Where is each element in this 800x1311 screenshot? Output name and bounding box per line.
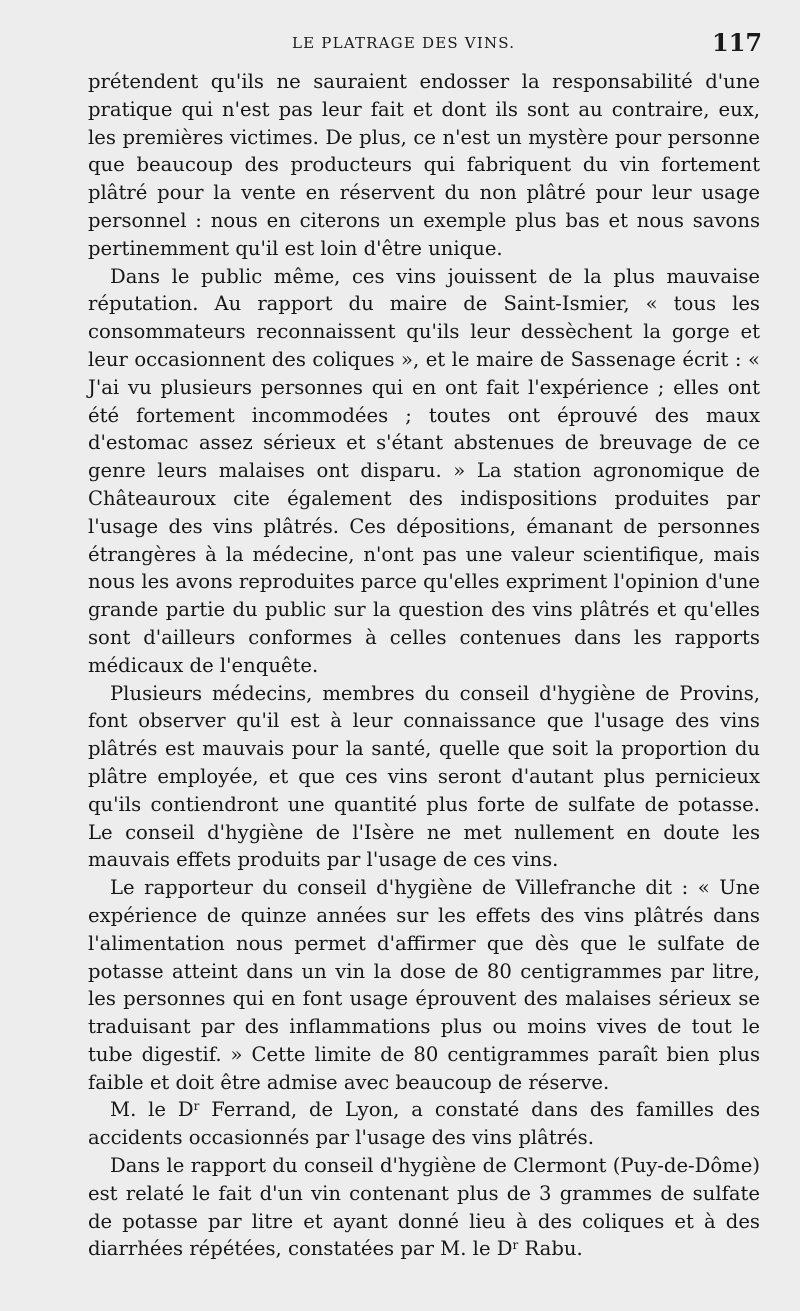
paragraph-ferrand bbox=[88, 1096, 760, 1152]
paragraph-clermont-lead: Dans le rapport du conseil d'hygiène de Clermont (Puy-de-Dôme) est relaté le fait d'un vin contenant plus de 3 grammes de sulfate de potasse par litre et ayant donné lieu à des coliques et à des diarrhées répétées, constatées par M. le D bbox=[88, 1154, 760, 1261]
running-title: LE PLATRAGE DES VINS. bbox=[292, 34, 516, 52]
paragraph-provins-physicians: Plusieurs médecins, membres du conseil d'hygiène de Provins, font observer qu'il est à leur connaissance que l'usage des vins plâtrés est mauvais pour la santé, quelle que soit la proportion du plâtre employée, et que ces vins seront d'autant plus pernicieux qu'ils contiendront une quantité plus forte de sulfate de potasse. Le conseil d'hygiène de l'Isère ne met nullement en doute les mauvais effets produits par l'usage de ces vins. bbox=[88, 681, 760, 872]
doctor-abbrev-superscript: r bbox=[193, 1099, 200, 1114]
paragraph-continuation: prétendent qu'ils ne sauraient endosser la responsabilité d'une pratique qui n'est pas leur fait et dont ils sont au contraire, eux, les premières victimes. De plus, ce n'est un mystère pour personne que beaucoup des producteurs qui fabriquent du vin fortement plâtré pour la vente en réservent du non plâtré pour leur usage personnel : nous en citerons un exemple plus bas et nous savons pertinemment qu'il est loin d'être unique. bbox=[88, 70, 760, 260]
paragraph-ferrand-rest: Ferrand, de Lyon, a constaté dans des familles des accidents occasionnés par l'usage des vins plâtrés. bbox=[88, 1098, 760, 1150]
paragraph-clermont-report bbox=[88, 1152, 760, 1263]
paragraph-public-opinion: Dans le public même, ces vins jouissent de la plus mauvaise réputation. Au rapport du maire de Saint-Ismier, « tous les consommateurs reconnaissent qu'ils leur dessèchent la gorge et leur occasionnent des coliques », et le maire de Sassenage écrit : « J'ai vu plusieurs personnes qui en ont fait l'expérience ; elles ont été fortement incommodées ; toutes ont éprouvé des maux d'estomac assez sérieux et s'étant abstenues de breuvage de ce genre leurs malaises ont disparu. » La station agronomique de Châteauroux cite également des indispositions produites par l'usage des vins plâtrés. Ces dépositions, émanant de personnes étrangères à la médecine, n'ont pas une valeur scientifique, mais nous les avons reproduites parce qu'elles expriment l'opinion d'une grande partie du public sur la question des vins plâtrés et qu'elles sont d'ailleurs conformes à celles contenues dans les rapports médicaux de l'enquête. bbox=[88, 264, 760, 677]
paragraph-clermont-rest: Rabu. bbox=[518, 1237, 583, 1261]
running-head bbox=[0, 30, 800, 60]
paragraph-ferrand-lead: M. le D bbox=[110, 1098, 194, 1122]
doctor-abbrev-superscript: r bbox=[512, 1238, 519, 1253]
body-text bbox=[88, 68, 760, 1263]
paragraph-villefranche-report: Le rapporteur du conseil d'hygiène de Villefranche dit : « Une expérience de quinze années sur les effets des vins plâtrés dans l'alimentation nous permet d'affirmer que dès que le sulfate de potasse atteint dans un vin la dose de 80 centigrammes par litre, les personnes qui en font usage éprouvent des malaises sérieux se traduisant par des inflammations plus ou moins vives de tout le tube digestif. » Cette limite de 80 centigrammes paraît bien plus faible et doit être admise avec beaucoup de réserve. bbox=[88, 876, 760, 1094]
page-number: 117 bbox=[712, 28, 763, 57]
